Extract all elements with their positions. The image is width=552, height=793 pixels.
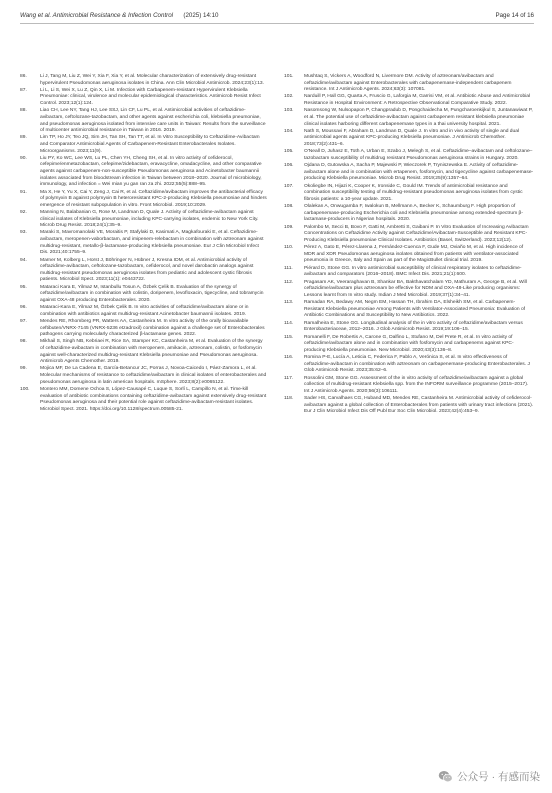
reference-text: Pragasam AK, Veeraraghavan B, Shankar BA, Bakthavatchalam YD, Mathuram A, George B, et al. Will ceftazidime/avibactam plus aztreonam be effective for NDM and OXA-48-Like producing organisms: Lessons learnt from In vitro study. Indian J Med Microbiol. 2019;37(1):34–41. (304, 279, 527, 298)
reference-entry (284, 149, 534, 162)
reference-text: Ma X, He Y, Yu X, Cai Y, Zeng J, Cai R, et al. Ceftazidime/avibactam improves the antibacterial efficacy of polymyxin B against polymyxin B heteroresistant KPC-2-producing Klebsiella pneumoniae and hinders emergence of resistant subpopulation in vitro. Front Microbiol. 2019;10:2029. (40, 189, 267, 208)
reference-text: Pérez A, Gato E, Pérez-Llarena J, Fernández-Cuenca F, Gude MJ, Oviaño M, et al. High incidence of MDR and XDR Pseudomonas aeruginosa isolates obtained from patients with ventilator-associated pneumonia in Greece, Italy and Spain as part of the MagicBullet clinical trial. 2019. (304, 245, 524, 264)
reference-text: Mikhail S, Singh NB, Kebriaei R, Rice SA, Stamper KC, Castanheira M, et al. Evaluation of the synergy of ceftazidime-avibactam in combination with meropenem, amikacin, aztreonam, colistin, or fosfomycin against well-characterized multidrug-resistant Klebsiella pneumoniae and Pseudomonas aeruginosa. Antimicrob Agents Chemother. 2019. (40, 339, 263, 365)
reference-number: 107. (284, 183, 294, 189)
reference-entry (20, 339, 268, 365)
reference-entry (20, 387, 268, 413)
wechat-watermark (438, 767, 540, 785)
reference-text: Montero MM, Domene Ochoa S, López-Causapé C, Luque S, Sorlí L, Campillo N, et al. Time-kill evaluation of antibiotic combinations containing ceftazidime-avibactam against extensively drug-resistant Pseudomonas aeruginosa and their potential role against ceftazidime-avibactam-resistant isolates. Microbiol Spect. 2021. https://doi.org/10.1128/spectrum.00585-21. (40, 386, 267, 412)
reference-entry (284, 300, 534, 320)
reference-number: 101. (284, 74, 294, 79)
reference-entry (284, 129, 534, 149)
reference-number: 100. (20, 386, 30, 392)
reference-text: Li J, Tang M, Liu Z, Wei Y, Xia F, Xia Y, et al. Molecular characterization of extensively drug-resistant hypervirulent Pseudomonas aeruginosa isolates in China. Ann Clin Microbiol Antimicrob. 2024;23(1):13. (40, 74, 265, 86)
reference-text: Mendes RE, Rhomberg PR, Watters AA, Castanheira M. In vitro activity of the orally bioavailable ceftibuten/VNRX-7145 (VNRX-5236 etzadroxil) combination against a challenge set of Enterobacterales pathogens carrying molecularly characterized β-lactamase genes. 2022. (40, 318, 265, 338)
reference-text: Maraki S, Mavromanolaki VE, Moraitis P, Stafylaki D, Kasimati A, Magkafouraki E, et al. Ceftazidime-avibactam, meropenen-vaborbactam, and imipenem-relebactam in combination with aztreonam against multidrug-resistant, metallo-β-lactamase-producing Klebsiella pneumoniae. Eur J Clin Microbiol Infect Dis. 2021;40:1755–9. (40, 230, 264, 256)
reference-entry (284, 280, 534, 300)
reference-entry (20, 190, 268, 210)
reference-number: 91. (20, 189, 27, 195)
reference-number: 88. (20, 108, 27, 114)
reference-entry (284, 94, 534, 107)
reference-number: 93. (20, 230, 27, 236)
reference-entry (20, 305, 268, 318)
reference-number: 118. (284, 396, 294, 402)
journal-title: Wang et al. Antimicrobial Resistance & Infection Control (20, 12, 174, 19)
reference-text: Olalekan A, Onwugamba F, Iwalokun B, Mellmann A, Becker K, Schaumburg F. High proportion of carbapenemase-producing Escherichia coli and Klebsiella pneumoniae among extended-spectrum β-lactamase-producers in Nigerian hospitals. 2020. (304, 204, 523, 223)
reference-text: Rossolini GM, Stone GG. Assessment of the in vitro activity of ceftazidime/avibactam against a global collection of multidrug-resistant Klebsiella spp. from the INFORM surveillance programme (2015–2017). Int J Antimicrob Agents. 2020;56(3):106111. (304, 375, 529, 394)
reference-number: 97. (20, 318, 27, 324)
reference-number: 111. (284, 265, 293, 271)
reference-text: Liu PY, Ko WC, Lee WS, Lu PL, Chen YH, Cheng SH, et al. In vitro activity of cefiderocol, cefepime/enmetazobactam, cefepime/zidebactam, eravacycline, omadacycline, and other comparative agents against carbapenem-non-susceptible Pseudomonas aeruginosa and Acinetobacter baumannii isolates associated from bloodstream infection in Taiwan between 2018–2020. Journal of microbiology, immunology, and infection = Wei mian yu gan ran za zhi. 2022;55(5):888–95. (40, 155, 262, 188)
reference-text: Nasomsong W, Nulsopapon P, Changpradub D, Pongchaidecha M, Pungcharoenkijkul S, Juntanawiwat P, et al. The potential use of ceftazidime-avibactam against carbapenem resistant klebsiella pneumoniae clinical isolates harboring different carbapenemase types in a thai university hospital. 2021. (304, 108, 533, 127)
reference-number: 86. (20, 74, 27, 79)
reference-entry (20, 366, 268, 386)
reference-number: 89. (20, 135, 27, 141)
reference-entry (284, 108, 534, 128)
reference-text: Nath S, Moussavi F, Abraham D, Landman D, Quale J. In vitro and in vivo activity of single and dual antimicrobial agents against KPC-producing Klebsiella pneumoniae. J Antimicrob Chemother. 2018;73(2):431–6. (304, 128, 520, 147)
reference-entry (284, 163, 534, 183)
reference-number: 106. (284, 163, 294, 169)
reference-text: Romanelli F, De Robertis A, Carone G, Dalfino L, Stufano M, Del Prete R, et al. In vitro activity of ceftazidime/avibactam alone and in combination with fosfomycin and carbapenems against KPC-producing Klebsiella pneumoniae. New Microbiol. 2020;43(3):136–8. (304, 334, 514, 353)
volume-info: (2025) 14:10 (183, 12, 219, 19)
reference-number: 98. (20, 339, 27, 345)
reference-entry (20, 319, 268, 339)
reference-text: Mataraci-Kara E, Yilmaz M, Özbek Çelik B. In vitro activities of ceftazidime/avibactam alone or in combination with antibiotics against multidrug-resistant Acinetobacter baumannii isolates. 2019. (40, 305, 249, 317)
reference-text: O'Neall D, Juhasz E, Toth A, Urban E, Szabo J, Melegh S, et al. Ceftazidime–avibactam and ceftolozane–tazobactam susceptibility of multidrug resistant Pseudomonas aeruginosa strains in Hungary. 2020. (304, 149, 533, 161)
reference-text: Mojica MF, De La Cadena E, García-Betancur JC, Porras J, Novoa-Caicedo I, Páez-Zamora L, et al. Molecular mechanisms of resistance to ceftazidime/avibactam in clinical isolates of enterobacterales and pseudomonas aeruginosa in latin american hospitals. mSphere. 2023;8(2):e0065122. (40, 366, 267, 385)
reference-entry (284, 355, 534, 375)
reference-text: Liao CH, Lee NY, Tang HJ, Lee SSJ, Lin CF, Lu PL, et al. Antimicrobial activities of ceftazidime-avibactam, ceftolozane-tazobactam, and other agents against escherichia coli, klebsiella pneumoniae, and pseudomonas aeruginosa isolated from intensive care units in Taiwan: Results from the surveillance of multicenter antimicrobial resistance in Taiwan in 2016. 2019. (40, 108, 266, 134)
reference-text: Okoliegbe IN, Hijazi K, Cooper K, Ironside C, Gould IM. Trends of antimicrobial resistance and combination susceptibility testing of multidrug-resistant pseudomonas aeruginosa isolates from cystic fibrosis patients: a 10-year update. 2021. (304, 183, 523, 202)
reference-text: Marner M, Kolberg L, Horst J, Böhringer N, Hübner J, Kresna IDM, et al. Antimicrobial activity of ceftazidime-avibactam, ceftolozane-tazobactam, cefiderocol, and novel darobactin analogs against multidrug-resistant pseudomonas aeruginosa isolates from pediatric and adolescent cystic fibrosis patients. Microbiol Spect. 2023;11(1): e0443722. (40, 257, 254, 283)
reference-text: Mushtaq S, Vickers A, Woodford N, Livermore DM. Activity of aztreonam/avibactam and ceftazidime/avibactam against Enterobacterales with carbapenemase-independent carbapenem resistance. Int J Antimicrob Agents. 2024;63(3): 107081. (304, 74, 512, 93)
reference-number: 99. (20, 366, 27, 372)
reference-entry (284, 225, 534, 245)
page-number: Page 14 of 16 (495, 12, 534, 19)
reference-text: Palombo M, Secci B, Bovo F, Gatti M, Ambretti S, Gaibani P. In Vitro Evaluation of Increasing Avibactam Concentrations on Ceftazidime Activity against Ceftazidime/Avibactam-Susceptible and Resistant KPC-Producing Klebsiella pneumoniae Clinical Isolates. Antibiotics (Basel, Switzerland). 2023;12(12). (304, 224, 529, 243)
reference-column-right (284, 74, 534, 417)
reference-entry (284, 204, 534, 224)
reference-entry (284, 74, 534, 94)
header-divider (20, 23, 534, 24)
reference-text: Ramalheira E, Stone GG. Longitudinal analysis of the in vitro activity of ceftazidime/avibactam versus Enterobacteriaceae, 2012–2016. J Glob Antimicrob Resist. 2019;19:106–15. (304, 320, 523, 333)
reference-number: 108. (284, 204, 294, 210)
reference-number: 114. (284, 320, 294, 326)
reference-number: 117. (284, 375, 294, 381)
reference-entry (20, 88, 268, 108)
reference-number: 90. (20, 155, 27, 161)
reference-entry (20, 135, 268, 155)
reference-entry (284, 376, 534, 396)
reference-number: 92. (20, 210, 27, 215)
reference-number: 87. (20, 87, 27, 93)
reference-number: 109. (284, 224, 294, 230)
reference-text: Manning N, Balabanian G, Rose M, Landman D, Quale J. Activity of ceftazidime-avibactam against clinical isolates of Klebsiella pneumoniae, including KPC-carrying isolates, endemic to New York City. Microb Drug Resist. 2018;24(1):35–9. (40, 210, 259, 229)
reference-number: 115. (284, 334, 294, 340)
reference-entry (284, 245, 534, 265)
reference-text: Mataraci Kara E, Yilmaz M, Istanbullu Tosun A, Özbek Çelik B. Evaluation of the synergy of ceftazidime/avibactam in combination with colistin, doripenem, levofloxacin, tigecycline, and tobramycin against OXA-48 producing Enterobacterales. 2020. (40, 284, 264, 303)
reference-number: 110. (284, 245, 294, 251)
reference-number: 94. (20, 257, 27, 263)
reference-column-left (20, 74, 268, 414)
reference-entry (20, 230, 268, 256)
reference-text: Narduill P, Hall GG, Quarta A, Fruscio G, Laforgia M, Garrisi VM, et al. Antibiotic Abuse and Antimicrobial Resistance in Hospital Environment: A Retrospective Observational Comparative Study. 2022. (304, 94, 531, 107)
reference-entry (20, 258, 268, 284)
reference-number: 112. (284, 279, 294, 285)
reference-text: Li L, Li S, Wei X, Lu Z, Qin X, Li M. Infection with Carbapenem-resistant Hypervirulent Klebsiella Pneumoniae: clinical, virulence and molecular epidemiological characteristics. Antimicrob Resist Infect Control. 2023;12(1):124. (40, 87, 261, 107)
reference-text: Ojdana D, Gutowska A, Sacha P, Majewski P, Wieczorek P, Tryniszewska E. Activity of ceftazidime-avibactam alone and in combination with ertapenem, fosfomycin, and tigecycline against carbapenemase-producing Klebsiella pneumoniae. Microb Drug Resist. 2019;25(9):1357–64. (304, 163, 534, 182)
reference-text: Ramadan RA, Bedawy AM, Negm EM, Hassan TH, Ibrahim DA, Elsheikh SM, et al. Carbapenem-Resistant Klebsiella pneumoniae Among Patients with Ventilator-Associated Pneumonia: Evaluation of Antibiotic Combinations and Susceptibility to New Antibiotics. 2022. (304, 300, 526, 319)
reference-number: 95. (20, 284, 27, 290)
reference-entry (20, 285, 268, 305)
reference-number: 96. (20, 305, 27, 311)
reference-entry (20, 108, 268, 134)
reference-text: Piérard D, Stone GG. In vitro antimicrobial susceptibility of clinical respiratory isolates to ceftazidime-avibactam and comparators (2016–2018). BMC Infect Dis. 2021;21(1):600. (304, 265, 522, 278)
reference-number: 104. (284, 128, 294, 134)
reference-number: 113. (284, 300, 294, 306)
watermark-text: 公众号 · 有感而染 (457, 770, 540, 783)
reference-entry (284, 321, 534, 334)
running-head (20, 12, 219, 19)
reference-text: Lim TP, Ho JY, Teo JQ, Sim JH, Tan SH, Tan TT, et al. In Vitro Susceptibility to Ceftazidime-Avibactam and Comparator Antimicrobial Agents of Carbapenem-Resistant Enterobacterales Isolates. Microorganisms. 2023;11(9). (40, 135, 260, 154)
reference-number: 103. (284, 108, 294, 114)
reference-entry (20, 210, 268, 230)
reference-entry (20, 156, 268, 189)
reference-number: 102. (284, 94, 294, 100)
reference-entry (284, 266, 534, 279)
reference-entry (284, 396, 534, 416)
reference-number: 116. (284, 355, 294, 361)
wechat-logo-icon (438, 769, 453, 784)
reference-number: 105. (284, 149, 294, 155)
reference-text: Romina P-E, Lucía A, Leticia C, Federica F, Pablo A, Verónica S, et al. In vitro effectiveness of ceftazidime-avibactam in combination with aztreonam on carbapenemase-producing Enterobacterales. J Glob Antimicrob Resist. 2023;35:62–6. (304, 355, 530, 374)
reference-entry (284, 335, 534, 355)
reference-entry (284, 184, 534, 204)
reference-text: Sader HS, Carvalhaes CG, Huband MD, Mendes RE, Castanheira M. Antimicrobial activity of cefiderocol-avibactam against a global collection of Enterobacterales from patients with urinary tract infections (2021). Eur J Clin Microbiol Infect Dis Off Publ Eur Soc Clin Microbiol. 2023;42(4):453–9. (304, 396, 534, 415)
reference-entry (20, 74, 268, 87)
